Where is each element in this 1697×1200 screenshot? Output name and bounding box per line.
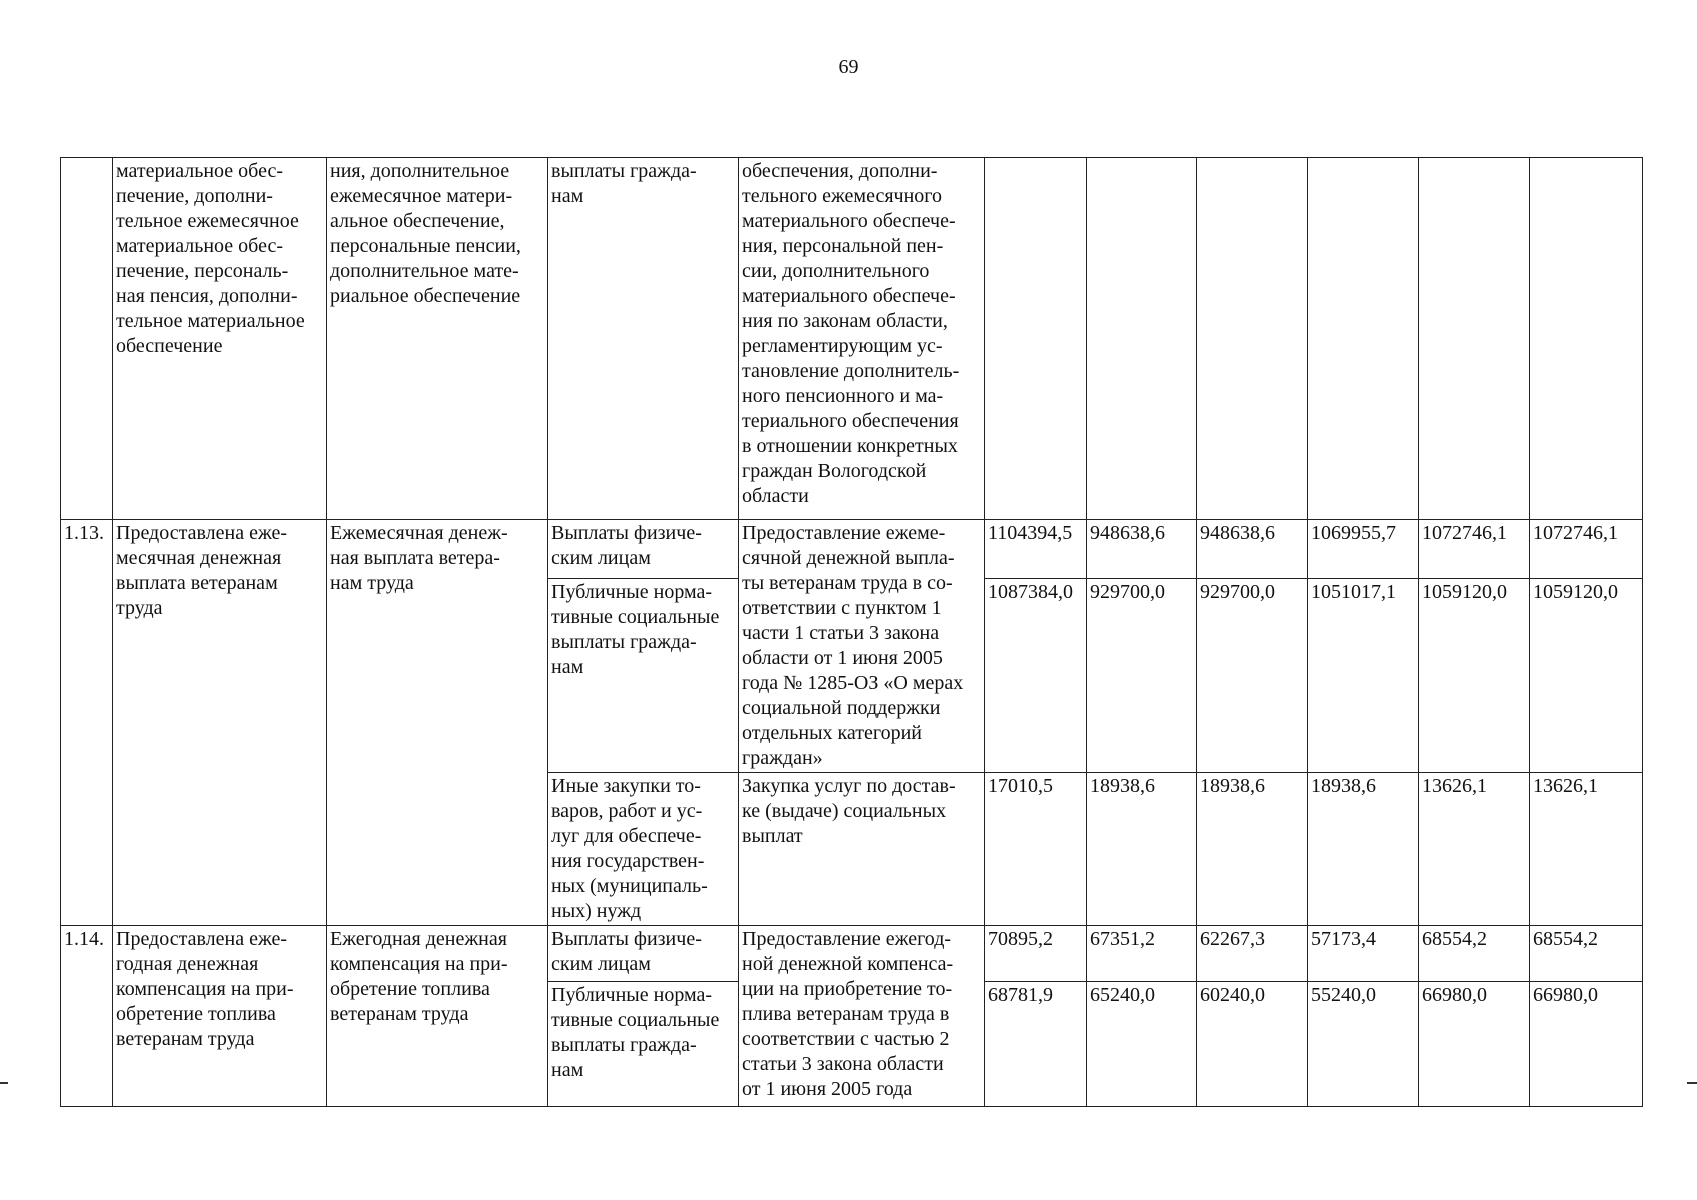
- cell-value: 1104394,5: [985, 520, 1087, 579]
- page-number: 69: [838, 56, 859, 78]
- cell-value: [985, 158, 1087, 520]
- cell-result: Предоставлена еже- годная денежная компенсация на при- обретение топлива ветеранам труда: [113, 926, 327, 1107]
- cell-measure: Ежегодная денежная компенсация на при- обретение топлива ветеранам труда: [327, 926, 548, 1107]
- cell-expense-type: выплаты гражда- нам: [548, 158, 739, 520]
- cell-measure: ния, дополнительное ежемесячное матери- альное обеспечение, персональные пенсии, дополнительное мате- риальное обеспечение: [327, 158, 548, 520]
- cell-value: 13626,1: [1419, 773, 1530, 926]
- cell-value: 66980,0: [1530, 982, 1643, 1107]
- cell-value: 66980,0: [1419, 982, 1530, 1107]
- table-row-1-14: [61, 926, 1643, 982]
- scan-edge-mark: [1687, 1082, 1697, 1084]
- cell-value: 18938,6: [1197, 773, 1308, 926]
- cell-expense-type: Публичные норма- тивные социальные выплаты гражда- нам: [548, 982, 739, 1107]
- cell-value: 60240,0: [1197, 982, 1308, 1107]
- cell-value: 17010,5: [985, 773, 1087, 926]
- cell-value: 68554,2: [1530, 926, 1643, 982]
- cell-value: [1530, 158, 1643, 520]
- cell-description: Предоставление ежегод- ной денежной компенса- ции на приобретение то- плива ветеранам труда в соответствии с частью 2 статьи 3 закона области от 1 июня 2005 года: [739, 926, 985, 1107]
- cell-value: 1072746,1: [1530, 520, 1643, 579]
- cell-expense-type: Выплаты физиче- ским лицам: [548, 926, 739, 982]
- cell-value: 57173,4: [1308, 926, 1419, 982]
- cell-value: 1072746,1: [1419, 520, 1530, 579]
- cell-value: 1087384,0: [985, 578, 1087, 772]
- cell-measure: Ежемесячная денеж- ная выплата ветера- нам труда: [327, 520, 548, 926]
- cell-value: 929700,0: [1197, 578, 1308, 772]
- cell-value: 1059120,0: [1530, 578, 1643, 772]
- table-row-continuation: [61, 158, 1643, 520]
- table-row-1-13: [61, 520, 1643, 579]
- cell-expense-type: Выплаты физиче- ским лицам: [548, 520, 739, 579]
- cell-expense-type: Иные закупки то- варов, работ и ус- луг для обеспече- ния государствен- ных (муниципаль- ных) нужд: [548, 773, 739, 926]
- cell-value: 1069955,7: [1308, 520, 1419, 579]
- cell-value: 65240,0: [1087, 982, 1197, 1107]
- cell-number: 1.14.: [61, 926, 113, 1107]
- cell-value: 948638,6: [1197, 520, 1308, 579]
- cell-value: 1051017,1: [1308, 578, 1419, 772]
- cell-value: 70895,2: [985, 926, 1087, 982]
- cell-value: 62267,3: [1197, 926, 1308, 982]
- cell-value: 18938,6: [1087, 773, 1197, 926]
- cell-value: 55240,0: [1308, 982, 1419, 1107]
- cell-value: [1197, 158, 1308, 520]
- cell-value: 13626,1: [1530, 773, 1643, 926]
- cell-value: [1419, 158, 1530, 520]
- cell-value: 67351,2: [1087, 926, 1197, 982]
- cell-value: 929700,0: [1087, 578, 1197, 772]
- cell-number: 1.13.: [61, 520, 113, 926]
- cell-value: 18938,6: [1308, 773, 1419, 926]
- scan-edge-mark: [0, 1082, 8, 1084]
- cell-result: материальное обес- печение, дополни- тельное ежемесячное материальное обес- печение, персональ- ная пенсия, дополни- тельное материальное обеспечение: [113, 158, 327, 520]
- cell-description: Закупка услуг по достав- ке (выдаче) социальных выплат: [739, 773, 985, 926]
- cell-value: 1059120,0: [1419, 578, 1530, 772]
- cell-value: [1308, 158, 1419, 520]
- program-table: [60, 157, 1643, 1107]
- cell-value: 68781,9: [985, 982, 1087, 1107]
- cell-description: обеспечения, дополни- тельного ежемесячного материального обеспече- ния, персональной пен- сии, дополнительного материального обеспече- ния по законам области, регламентирующим ус- тановление дополнитель- ного пенсионного и ма- териального обеспечения в отношении конкретных граждан Вологодской области: [739, 158, 985, 520]
- cell-description: Предоставление ежеме- сячной денежной выпла- ты ветеранам труда в со- ответствии с пунктом 1 части 1 статьи 3 закона области от 1 июня 2005 года № 1285-ОЗ «О мерах социальной поддержки отдельных категорий граждан»: [739, 520, 985, 773]
- cell-expense-type: Публичные норма- тивные социальные выплаты гражда- нам: [548, 578, 739, 772]
- cell-value: 948638,6: [1087, 520, 1197, 579]
- cell-value: [1087, 158, 1197, 520]
- cell-value: 68554,2: [1419, 926, 1530, 982]
- cell-number: [61, 158, 113, 520]
- cell-result: Предоставлена еже- месячная денежная выплата ветеранам труда: [113, 520, 327, 926]
